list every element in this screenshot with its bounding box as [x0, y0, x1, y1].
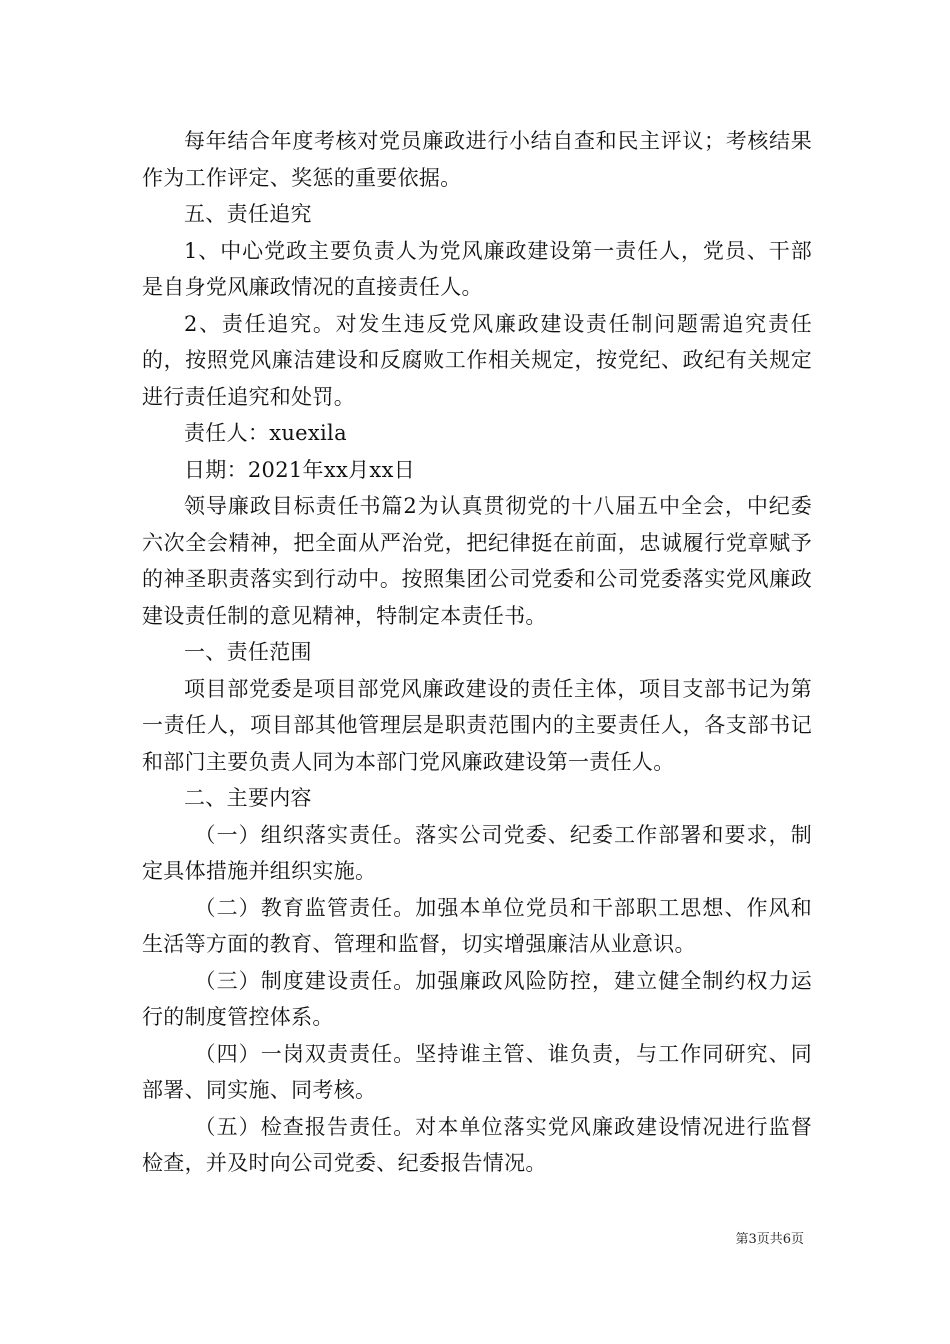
responsible-person: 责任人：xuexila: [184, 421, 347, 445]
paragraph-part2-intro: 领导廉政目标责任书篇2为认真贯彻党的十八届五中全会，中纪委六次全会精神，把全面从严治党，把纪律挺在前面，忠诚履行党章赋予的神圣职责落实到行动中。按照集团公司党委和公司党委落实党风廉政建设责任制的意见精神，特制定本责任书。: [142, 494, 812, 628]
paragraph-accountability-1: 1、中心党政主要负责人为党风廉政建设第一责任人，党员、干部是自身党风廉政情况的直接责任人。: [142, 238, 812, 299]
page-number: 第3页共6页: [735, 1232, 804, 1247]
heading-accountability: 五、责任追究: [184, 202, 312, 226]
document-body: [142, 123, 812, 1182]
paragraph-scope: 项目部党委是项目部党风廉政建设的责任主体，项目支部书记为第一责任人，项目部其他管理层是职责范围内的主要责任人，各支部书记和部门主要负责人同为本部门党风廉政建设第一责任人。: [142, 676, 812, 774]
item-dual-duty: （四）一岗双责责任。坚持谁主管、谁负责，与工作同研究、同部署、同实施、同考核。: [142, 1041, 812, 1102]
paragraph-accountability-2: 2、责任追究。对发生违反党风廉政建设责任制问题需追究责任的，按照党风廉洁建设和反腐败工作相关规定，按党纪、政纪有关规定进行责任追究和处罚。: [142, 311, 812, 409]
heading-scope: 一、责任范围: [184, 640, 312, 664]
heading-main-content: 二、主要内容: [184, 786, 312, 810]
item-inspection: （五）检查报告责任。对本单位落实党风廉政建设情况进行监督检查，并及时向公司党委、纪委报告情况。: [142, 1114, 812, 1175]
item-organize: （一）组织落实责任。落实公司党委、纪委工作部署和要求，制定具体措施并组织实施。: [142, 822, 812, 883]
date-line: 日期：2021年xx月xx日: [184, 457, 416, 482]
item-system: （三）制度建设责任。加强廉政风险防控，建立健全制约权力运行的制度管控体系。: [142, 968, 812, 1029]
paragraph-annual-review: 每年结合年度考核对党员廉政进行小结自查和民主评议；考核结果作为工作评定、奖惩的重要依据。: [142, 129, 812, 190]
item-education: （二）教育监管责任。加强本单位党员和干部职工思想、作风和生活等方面的教育、管理和监督，切实增强廉洁从业意识。: [142, 895, 812, 956]
